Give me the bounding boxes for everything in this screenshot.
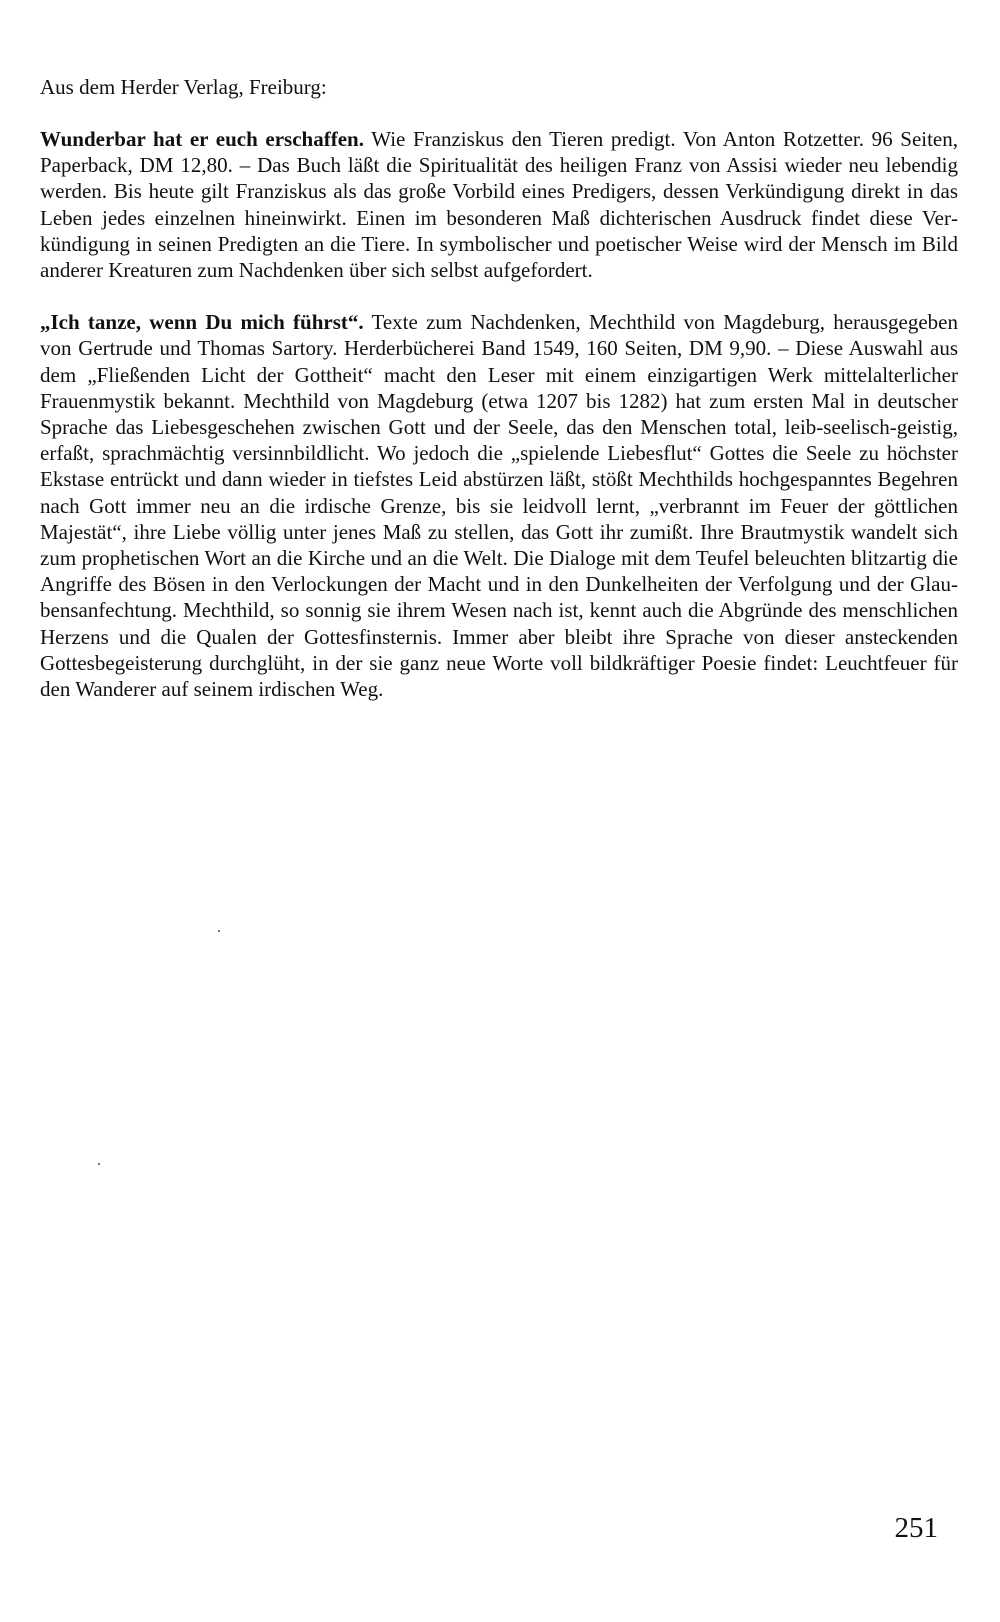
document-page bbox=[40, 74, 958, 728]
book-entry-wunderbar bbox=[40, 126, 958, 283]
scan-speck bbox=[218, 930, 220, 932]
book-entry-ich-tanze bbox=[40, 309, 958, 702]
page-number: 251 bbox=[894, 1512, 938, 1544]
publisher-intro: Aus dem Herder Verlag, Freiburg: bbox=[40, 75, 327, 99]
book-title-wunderbar: Wunderbar hat er euch erschaffen. bbox=[40, 127, 364, 151]
book-description-wunderbar: Wie Franziskus den Tieren predigt. Von Anton Rotzetter. 96 Seiten, Paperback, DM 12,80. – Das Buch läßt die Spiritualität des heiligen Franz von Assisi wieder neu lebendig werden. Bis heute gilt Franziskus als das große Vorbild eines Predigers, dessen Verkündigung direkt in das Leben jedes einzelnen hineinwirkt. Einen im besonderen Maß dichterischen Ausdruck findet diese Verkündigung in seinen Predigten an die Tiere. In symbolischer und poetischer Weise wird der Mensch im Bild anderer Kreaturen zum Nachdenken über sich selbst aufgefordert. bbox=[40, 127, 959, 283]
scan-speck bbox=[98, 1163, 100, 1165]
book-title-ich-tanze: „Ich tanze, wenn Du mich führst“. bbox=[40, 310, 364, 335]
book-description-ich-tanze: Texte zum Nachdenken, Mechthild von Magdeburg, herausgegeben von Gertrude und Thomas Sartory. Herderbücherei Band 1549, 160 Seiten, DM 9,90. – Diese Auswahl aus dem „Fließenden Licht der Gottheit“ macht den Leser mit einem einzigartigen Werk mittelalterlicher Frauenmystik bekannt. Mechthild von Magdeburg (etwa 1207 bis 1282) hat zum ersten Mal in deutscher Sprache das Liebesgeschehen zwischen Gott und der Seele, das den Menschen total, leib-seelisch-geistig, erfaßt, sprachmächtig versinnbildlicht. Wo jedoch die „spielende Liebesflut“ Gottes die Seele zu höchster Ekstase entrückt und dann wieder in tiefstes Leid abstürzen läßt, stößt Mechthilds hochgespanntes Begehren nach Gott immer neu an die irdische Grenze, bis sie leidvoll lernt, „verbrannt im Feuer der göttlichen Majestät“, ihre Liebe völlig unter jenes Maß zu stellen, das Gott ihr zumißt. Ihre Brautmystik wandelt sich zum prophetischen Wort an die Kirche und an die Welt. Die Dialoge mit dem Teufel beleuchten blitzartig die Angriffe des Bösen in den Verlockungen der Macht und in den Dunkelheiten der Verfolgung und der Glaubensanfechtung. Mechthild, so sonnig sie ihrem Wesen nach ist, kennt auch die Abgründe des menschlichen Herzens und die Qualen der Gottesfinsternis. Immer aber bleibt ihre Sprache von dieser ansteckenden Gottesbegeisterung durchglüht, in der sie ganz neue Worte voll bildkräftiger Poesie findet: Leuchtfeuer für den Wanderer auf seinem irdischen Weg. bbox=[40, 310, 958, 702]
